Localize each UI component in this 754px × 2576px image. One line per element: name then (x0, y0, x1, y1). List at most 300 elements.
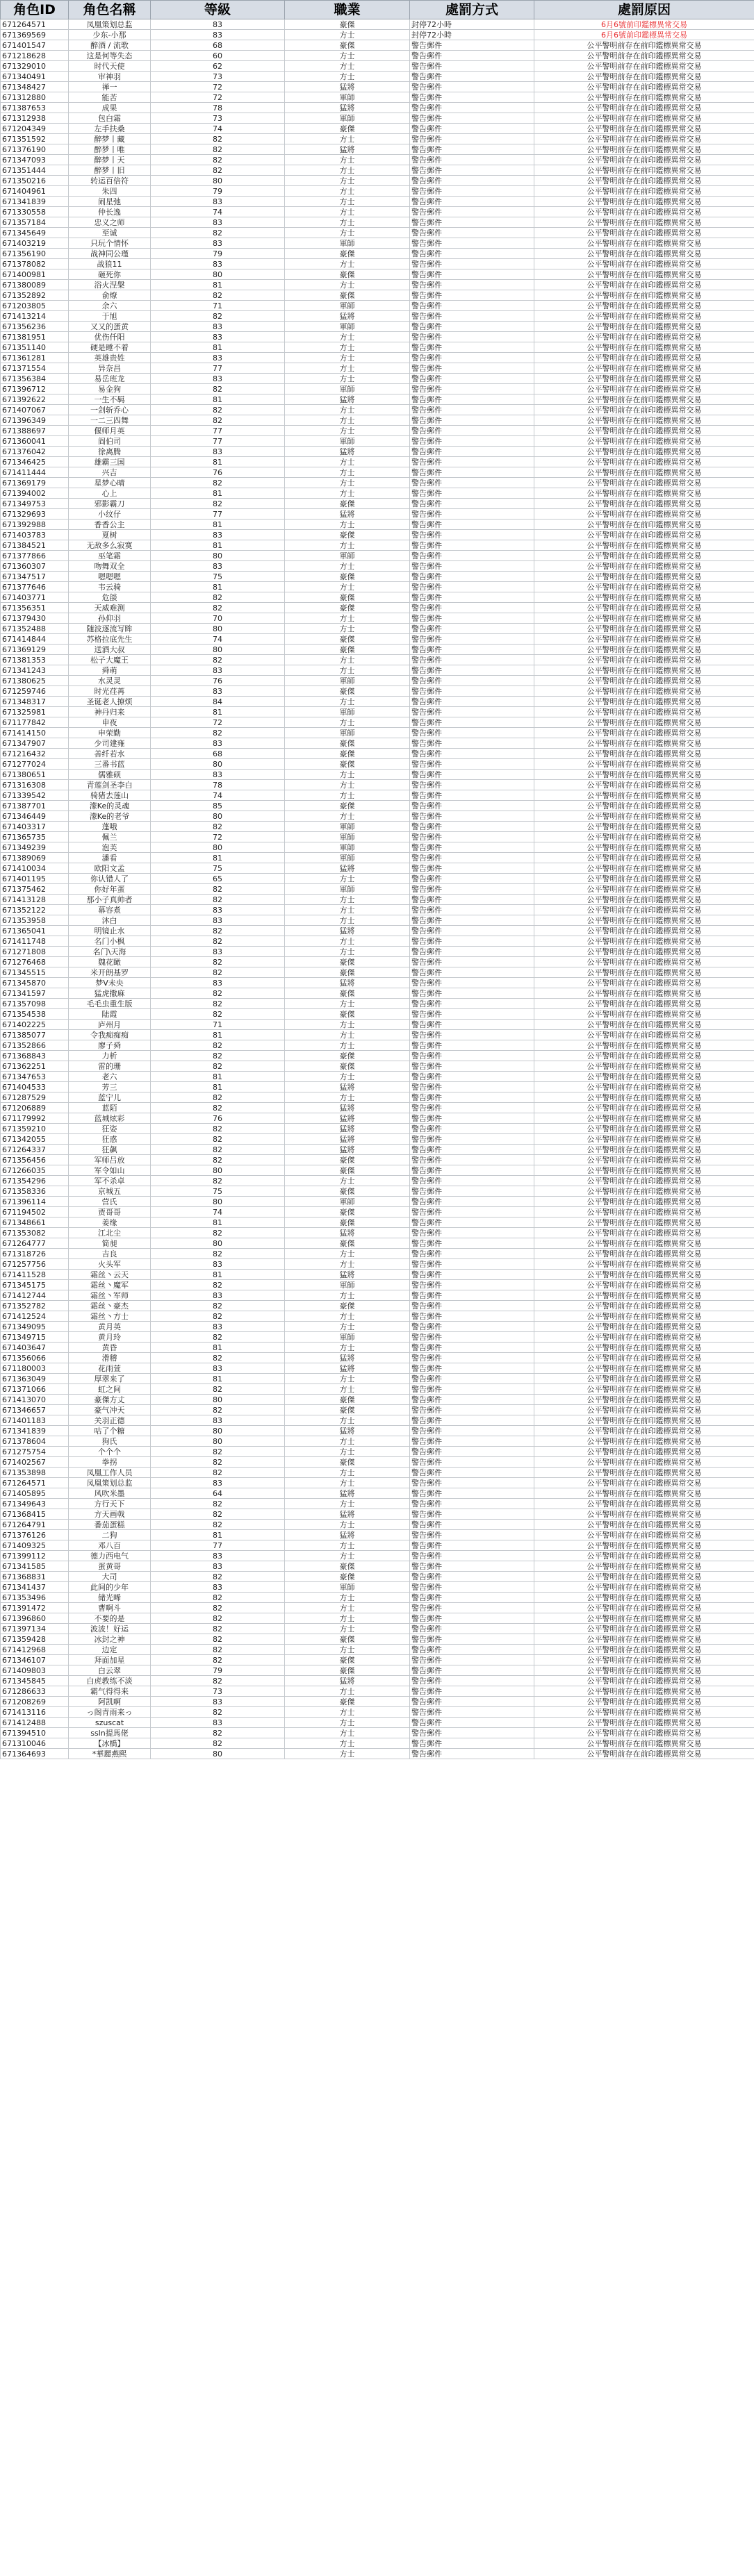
cell-level: 81 (151, 488, 285, 499)
cell-level: 75 (151, 863, 285, 874)
cell-role-name: 香香公主 (69, 520, 151, 530)
cell-punishment-method: 警告郵件 (410, 1290, 534, 1301)
cell-role-name: 余六 (69, 301, 151, 311)
cell-punishment-method: 警告郵件 (410, 1436, 534, 1447)
table-row (1, 1488, 754, 1499)
cell-role-name: 闹星弛 (69, 197, 151, 207)
cell-punishment-method: 警告郵件 (410, 530, 534, 540)
cell-role-name: 冰封之神 (69, 1634, 151, 1645)
table-row (1, 30, 754, 40)
cell-class: 軍師 (285, 842, 410, 853)
cell-role-name: 那小子真帅者 (69, 895, 151, 905)
cell-class: 方士 (285, 811, 410, 822)
cell-punishment-reason: 6月6號前印鑑標異常交易 (534, 30, 754, 40)
cell-level: 72 (151, 92, 285, 103)
cell-punishment-reason: 公平警明前存在前印鑑標異常交易 (534, 1426, 754, 1436)
cell-role-name: 凤凰策划总监 (69, 19, 151, 30)
cell-punishment-method: 警告郵件 (410, 1426, 534, 1436)
cell-role-name: 易岳班龙 (69, 374, 151, 384)
table-row (1, 1561, 754, 1572)
cell-level: 82 (151, 1353, 285, 1363)
cell-class: 猛將 (285, 1113, 410, 1124)
cell-class: 豪傑 (285, 1218, 410, 1228)
cell-punishment-method: 警告郵件 (410, 686, 534, 697)
table-row (1, 1395, 754, 1405)
cell-level: 82 (151, 884, 285, 895)
table-row (1, 967, 754, 978)
cell-class: 方士 (285, 1540, 410, 1551)
cell-level: 82 (151, 1040, 285, 1051)
cell-role-name: 审神羽 (69, 72, 151, 82)
cell-level: 81 (151, 707, 285, 717)
cell-punishment-reason: 公平警明前存在前印鑑標異常交易 (534, 717, 754, 728)
table-row (1, 1363, 754, 1374)
table-row (1, 394, 754, 405)
cell-role-id: 671380651 (1, 770, 69, 780)
cell-level: 82 (151, 1447, 285, 1457)
table-row (1, 645, 754, 655)
cell-role-id: 671407067 (1, 405, 69, 415)
cell-role-id: 671356384 (1, 374, 69, 384)
cell-level: 82 (151, 1676, 285, 1686)
cell-level: 83 (151, 447, 285, 457)
cell-level: 81 (151, 1218, 285, 1228)
cell-role-name: 松子大魔王 (69, 655, 151, 665)
cell-punishment-reason: 公平警明前存在前印鑑標異常交易 (534, 1363, 754, 1374)
cell-role-name: 异奈昌 (69, 363, 151, 374)
cell-class: 方士 (285, 1343, 410, 1353)
cell-role-name: 兴吉 (69, 467, 151, 478)
cell-punishment-method: 警告郵件 (410, 332, 534, 342)
cell-punishment-method: 警告郵件 (410, 478, 534, 488)
table-row (1, 905, 754, 915)
table-row (1, 342, 754, 353)
cell-punishment-reason: 公平警明前存在前印鑑標異常交易 (534, 1645, 754, 1655)
cell-class: 方士 (285, 72, 410, 82)
cell-role-name: 醉梦丨唯 (69, 144, 151, 155)
table-row (1, 665, 754, 676)
cell-role-id: 671286633 (1, 1686, 69, 1697)
cell-punishment-reason: 公平警明前存在前印鑑標異常交易 (534, 1530, 754, 1540)
cell-punishment-reason: 公平警明前存在前印鑑標異常交易 (534, 124, 754, 134)
cell-class: 方士 (285, 1551, 410, 1561)
cell-punishment-reason: 公平警明前存在前印鑑標異常交易 (534, 1561, 754, 1572)
cell-role-id: 671352122 (1, 905, 69, 915)
table-row (1, 467, 754, 478)
cell-punishment-reason: 公平警明前存在前印鑑標異常交易 (534, 1113, 754, 1124)
cell-punishment-reason: 公平警明前存在前印鑑標異常交易 (534, 1738, 754, 1749)
cell-punishment-method: 警告郵件 (410, 863, 534, 874)
cell-punishment-reason: 公平警明前存在前印鑑標異常交易 (534, 394, 754, 405)
cell-class: 方士 (285, 207, 410, 217)
cell-role-id: 671345175 (1, 1280, 69, 1290)
table-row (1, 1520, 754, 1530)
cell-role-id: 671360041 (1, 436, 69, 447)
cell-role-name: 吉良 (69, 1249, 151, 1259)
cell-level: 82 (151, 1228, 285, 1238)
cell-class: 猛將 (285, 1353, 410, 1363)
cell-class: 方士 (285, 363, 410, 374)
cell-level: 83 (151, 374, 285, 384)
cell-class: 方士 (285, 342, 410, 353)
table-row (1, 749, 754, 759)
cell-role-name: szuscat (69, 1718, 151, 1728)
cell-class: 豪傑 (285, 40, 410, 51)
cell-punishment-reason: 公平警明前存在前印鑑標異常交易 (534, 113, 754, 124)
cell-punishment-method: 警告郵件 (410, 1457, 534, 1468)
cell-class: 軍師 (285, 92, 410, 103)
cell-level: 82 (151, 1634, 285, 1645)
cell-punishment-method: 警告郵件 (410, 1697, 534, 1707)
table-row (1, 520, 754, 530)
cell-role-name: 蓝城炫彩 (69, 1113, 151, 1124)
cell-class: 方士 (285, 1259, 410, 1270)
cell-class: 方士 (285, 374, 410, 384)
cell-class: 方士 (285, 1686, 410, 1697)
cell-level: 82 (151, 1738, 285, 1749)
cell-punishment-method: 警告郵件 (410, 655, 534, 665)
cell-role-name: 白云翠 (69, 1665, 151, 1676)
cell-punishment-reason: 公平警明前存在前印鑑標異常交易 (534, 1707, 754, 1718)
table-row (1, 1165, 754, 1176)
cell-level: 80 (151, 1238, 285, 1249)
cell-punishment-method: 警告郵件 (410, 1218, 534, 1228)
cell-role-name: 于旭 (69, 311, 151, 322)
header-row (1, 1, 754, 19)
cell-level: 83 (151, 915, 285, 926)
cell-role-name: 水灵灵 (69, 676, 151, 686)
cell-role-id: 671316308 (1, 780, 69, 790)
cell-role-id: 671329010 (1, 61, 69, 72)
cell-level: 82 (151, 1301, 285, 1311)
cell-punishment-method: 警告郵件 (410, 572, 534, 582)
cell-class: 豪傑 (285, 1395, 410, 1405)
cell-role-id: 671413070 (1, 1395, 69, 1405)
cell-punishment-reason: 公平警明前存在前印鑑標異常交易 (534, 478, 754, 488)
cell-class: 方士 (285, 1718, 410, 1728)
cell-punishment-reason: 公平警明前存在前印鑑標異常交易 (534, 1343, 754, 1353)
cell-role-name: 骑猪去莲山 (69, 790, 151, 801)
cell-punishment-method: 警告郵件 (410, 728, 534, 738)
cell-punishment-reason: 公平警明前存在前印鑑標異常交易 (534, 520, 754, 530)
cell-level: 60 (151, 51, 285, 61)
cell-punishment-method: 警告郵件 (410, 144, 534, 155)
cell-class: 方士 (285, 624, 410, 634)
cell-punishment-method: 警告郵件 (410, 1082, 534, 1092)
cell-level: 81 (151, 1030, 285, 1040)
cell-role-name: 关羽正德 (69, 1415, 151, 1426)
table-row (1, 488, 754, 499)
cell-level: 83 (151, 197, 285, 207)
table-row (1, 634, 754, 645)
cell-role-name: 毛毛虫重生版 (69, 999, 151, 1009)
cell-punishment-reason: 公平警明前存在前印鑑標異常交易 (534, 624, 754, 634)
cell-role-name: 俞燎 (69, 290, 151, 301)
cell-role-id: 671349753 (1, 499, 69, 509)
cell-punishment-method: 警告郵件 (410, 1447, 534, 1457)
cell-level: 83 (151, 561, 285, 572)
table-row (1, 40, 754, 51)
cell-punishment-reason: 公平警明前存在前印鑑標異常交易 (534, 1499, 754, 1509)
cell-level: 81 (151, 1072, 285, 1082)
cell-class: 猛將 (285, 103, 410, 113)
cell-class: 方士 (285, 165, 410, 176)
cell-role-id: 671330558 (1, 207, 69, 217)
cell-role-id: 671402225 (1, 1020, 69, 1030)
cell-punishment-reason: 公平警明前存在前印鑑標異常交易 (534, 582, 754, 592)
cell-punishment-method: 警告郵件 (410, 259, 534, 269)
cell-level: 83 (151, 259, 285, 269)
cell-punishment-reason: 公平警明前存在前印鑑標異常交易 (534, 874, 754, 884)
cell-role-id: 671351592 (1, 134, 69, 144)
cell-punishment-method: 警告郵件 (410, 1593, 534, 1603)
cell-role-name: *華麗燕熙 (69, 1749, 151, 1759)
cell-punishment-method: 警告郵件 (410, 1061, 534, 1072)
cell-class: 方士 (285, 197, 410, 207)
cell-level: 83 (151, 1718, 285, 1728)
cell-class: 方士 (285, 1249, 410, 1259)
cell-role-id: 671413116 (1, 1707, 69, 1718)
cell-class: 方士 (285, 999, 410, 1009)
cell-role-name: 一剑斩乔心 (69, 405, 151, 415)
cell-punishment-reason: 公平警明前存在前印鑑標異常交易 (534, 144, 754, 155)
cell-punishment-method: 警告郵件 (410, 447, 534, 457)
cell-punishment-method: 警告郵件 (410, 707, 534, 717)
cell-punishment-method: 警告郵件 (410, 634, 534, 645)
header-punishment-reason: 處罰原因 (534, 1, 754, 19)
table-row (1, 1103, 754, 1113)
cell-role-name: 雄霸三国 (69, 457, 151, 467)
cell-role-name: 能苦 (69, 92, 151, 103)
cell-role-id: 671375462 (1, 884, 69, 895)
cell-punishment-method: 警告郵件 (410, 322, 534, 332)
cell-role-id: 671179992 (1, 1113, 69, 1124)
cell-role-id: 671402567 (1, 1457, 69, 1468)
cell-role-id: 671347517 (1, 572, 69, 582)
cell-role-name: 霜丝丶方士 (69, 1311, 151, 1322)
cell-punishment-reason: 公平警明前存在前印鑑標異常交易 (534, 134, 754, 144)
cell-role-id: 671371554 (1, 363, 69, 374)
cell-class: 方士 (285, 259, 410, 269)
cell-level: 82 (151, 1280, 285, 1290)
cell-role-name: 偃师月英 (69, 426, 151, 436)
table-row (1, 228, 754, 238)
table-row (1, 1228, 754, 1238)
cell-class: 猛將 (285, 311, 410, 322)
cell-punishment-reason: 公平警明前存在前印鑑標異常交易 (534, 1613, 754, 1624)
cell-role-id: 671346657 (1, 1405, 69, 1415)
cell-role-id: 671312938 (1, 113, 69, 124)
cell-punishment-method: 警告郵件 (410, 561, 534, 572)
table-row (1, 384, 754, 394)
cell-role-id: 671413214 (1, 311, 69, 322)
cell-class: 軍師 (285, 884, 410, 895)
table-row (1, 1238, 754, 1249)
cell-role-name: 黄昏 (69, 1343, 151, 1353)
cell-role-name: 咕了个糖 (69, 1426, 151, 1436)
cell-punishment-reason: 公平警明前存在前印鑑標異常交易 (534, 1384, 754, 1395)
cell-punishment-method: 警告郵件 (410, 405, 534, 415)
cell-level: 82 (151, 1707, 285, 1718)
cell-level: 82 (151, 1593, 285, 1603)
cell-level: 82 (151, 405, 285, 415)
cell-role-name: 边定 (69, 1645, 151, 1655)
cell-punishment-method: 警告郵件 (410, 1259, 534, 1270)
cell-class: 方士 (285, 895, 410, 905)
cell-class: 豪傑 (285, 1634, 410, 1645)
cell-role-id: 671403783 (1, 530, 69, 540)
cell-punishment-method: 警告郵件 (410, 551, 534, 561)
cell-class: 豪傑 (285, 1238, 410, 1249)
cell-role-name: 左手扶桑 (69, 124, 151, 134)
cell-punishment-reason: 公平警明前存在前印鑑標異常交易 (534, 1718, 754, 1728)
cell-class: 猛將 (285, 1426, 410, 1436)
cell-punishment-method: 警告郵件 (410, 1343, 534, 1353)
cell-level: 75 (151, 572, 285, 582)
cell-punishment-method: 警告郵件 (410, 1363, 534, 1374)
table-row (1, 1040, 754, 1051)
cell-role-id: 671353496 (1, 1593, 69, 1603)
table-row (1, 1572, 754, 1582)
cell-role-id: 671414150 (1, 728, 69, 738)
cell-role-name: 心上 (69, 488, 151, 499)
cell-class: 豪傑 (285, 572, 410, 582)
cell-role-name: 醉梦丨旧 (69, 165, 151, 176)
header-class: 職業 (285, 1, 410, 19)
cell-punishment-method: 警告郵件 (410, 520, 534, 530)
table-row (1, 301, 754, 311)
table-row (1, 1301, 754, 1311)
cell-level: 77 (151, 426, 285, 436)
cell-role-id: 671381951 (1, 332, 69, 342)
cell-class: 方士 (285, 770, 410, 780)
cell-punishment-reason: 公平警明前存在前印鑑標異常交易 (534, 1176, 754, 1186)
cell-punishment-reason: 公平警明前存在前印鑑標異常交易 (534, 228, 754, 238)
table-row (1, 1207, 754, 1218)
cell-role-name: 星梦心晴 (69, 478, 151, 488)
cell-role-id: 671400981 (1, 269, 69, 280)
table-row (1, 92, 754, 103)
cell-class: 方士 (285, 467, 410, 478)
table-row (1, 165, 754, 176)
cell-punishment-reason: 公平警明前存在前印鑑標異常交易 (534, 728, 754, 738)
cell-punishment-method: 警告郵件 (410, 1134, 534, 1145)
cell-level: 81 (151, 457, 285, 467)
cell-role-id: 671310046 (1, 1738, 69, 1749)
cell-role-id: 671264791 (1, 1520, 69, 1530)
cell-level: 72 (151, 82, 285, 92)
cell-role-name: 霜丝丶豪杰 (69, 1301, 151, 1311)
cell-punishment-method: 警告郵件 (410, 884, 534, 895)
cell-class: 方士 (285, 915, 410, 926)
cell-class: 豪傑 (285, 1457, 410, 1468)
table-row (1, 1530, 754, 1540)
cell-role-name: 无敌多么寂寞 (69, 540, 151, 551)
cell-class: 方士 (285, 478, 410, 488)
cell-level: 82 (151, 1509, 285, 1520)
table-row (1, 613, 754, 624)
cell-role-id: 671351444 (1, 165, 69, 176)
cell-punishment-reason: 公平警明前存在前印鑑標異常交易 (534, 1697, 754, 1707)
cell-role-id: 671350216 (1, 176, 69, 186)
cell-level: 85 (151, 801, 285, 811)
cell-level: 77 (151, 436, 285, 447)
table-row (1, 1707, 754, 1718)
cell-level: 80 (151, 1165, 285, 1176)
cell-role-id: 671275754 (1, 1447, 69, 1457)
table-row (1, 926, 754, 936)
table-row (1, 478, 754, 488)
cell-punishment-method: 警告郵件 (410, 1332, 534, 1343)
cell-punishment-method: 警告郵件 (410, 1207, 534, 1218)
cell-level: 80 (151, 269, 285, 280)
cell-punishment-reason: 公平警明前存在前印鑑標異常交易 (534, 1665, 754, 1676)
cell-class: 軍師 (285, 1332, 410, 1343)
cell-role-name: 转运百倍符 (69, 176, 151, 186)
cell-class: 豪傑 (285, 499, 410, 509)
table-row (1, 197, 754, 207)
cell-level: 82 (151, 1405, 285, 1415)
cell-punishment-reason: 公平警明前存在前印鑑標異常交易 (534, 467, 754, 478)
cell-class: 方士 (285, 905, 410, 915)
cell-punishment-reason: 公平警明前存在前印鑑標異常交易 (534, 92, 754, 103)
cell-punishment-reason: 公平警明前存在前印鑑標異常交易 (534, 1197, 754, 1207)
cell-punishment-method: 警告郵件 (410, 1103, 534, 1113)
cell-role-id: 671378604 (1, 1436, 69, 1447)
cell-punishment-method: 警告郵件 (410, 1176, 534, 1186)
cell-class: 豪傑 (285, 1301, 410, 1311)
cell-class: 猛將 (285, 1228, 410, 1238)
cell-level: 82 (151, 1061, 285, 1072)
cell-level: 83 (151, 1582, 285, 1593)
cell-punishment-method: 警告郵件 (410, 1520, 534, 1530)
cell-role-name: 米开朗基罗 (69, 967, 151, 978)
cell-class: 方士 (285, 1728, 410, 1738)
cell-punishment-reason: 公平警明前存在前印鑑標異常交易 (534, 832, 754, 842)
header-role-name: 角色名稱 (69, 1, 151, 19)
cell-punishment-reason: 公平警明前存在前印鑑標異常交易 (534, 290, 754, 301)
cell-level: 83 (151, 530, 285, 540)
cell-role-id: 671264571 (1, 1478, 69, 1488)
table-row (1, 1613, 754, 1624)
cell-role-name: 申夜 (69, 717, 151, 728)
cell-punishment-reason: 公平警明前存在前印鑑標異常交易 (534, 1676, 754, 1686)
cell-role-id: 671385077 (1, 1030, 69, 1040)
cell-role-id: 671194502 (1, 1207, 69, 1218)
cell-punishment-reason: 公平警明前存在前印鑑標異常交易 (534, 374, 754, 384)
cell-class: 方士 (285, 1645, 410, 1655)
cell-punishment-method: 警告郵件 (410, 1197, 534, 1207)
cell-punishment-method: 警告郵件 (410, 780, 534, 790)
cell-role-name: 砸死你 (69, 269, 151, 280)
cell-punishment-reason: 公平警明前存在前印鑑標異常交易 (534, 1468, 754, 1478)
cell-punishment-reason: 公平警明前存在前印鑑標異常交易 (534, 1624, 754, 1634)
cell-role-id: 671388697 (1, 426, 69, 436)
table-row (1, 103, 754, 113)
cell-level: 82 (151, 926, 285, 936)
table-row (1, 863, 754, 874)
table-row (1, 1624, 754, 1634)
cell-role-name: 军令如山 (69, 1165, 151, 1176)
cell-level: 70 (151, 613, 285, 624)
cell-role-id: 671361281 (1, 353, 69, 363)
cell-role-id: 671276468 (1, 957, 69, 967)
cell-role-name: 个个个 (69, 1447, 151, 1457)
cell-role-id: 671368831 (1, 1572, 69, 1582)
cell-punishment-reason: 公平警明前存在前印鑑標異常交易 (534, 1540, 754, 1551)
cell-role-id: 671369569 (1, 30, 69, 40)
cell-level: 80 (151, 1749, 285, 1759)
